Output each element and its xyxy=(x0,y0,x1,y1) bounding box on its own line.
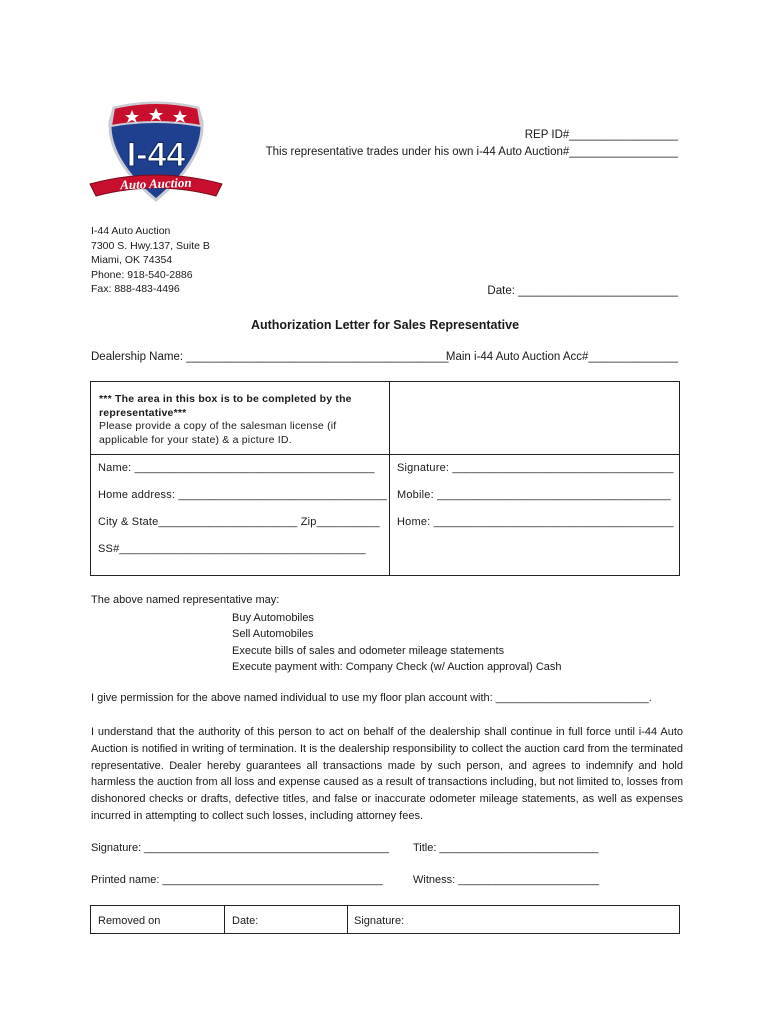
permission-item: Execute bills of sales and odometer mileage statements xyxy=(232,644,505,657)
removed-signature-field[interactable]: Signature: xyxy=(354,915,405,927)
witness-field[interactable]: Witness: _______________________ xyxy=(413,874,599,886)
company-name: I-44 Auto Auction xyxy=(91,225,171,237)
removed-on-label: Removed on xyxy=(98,915,161,927)
rep-home-address-field[interactable]: Home address: _________________________________ xyxy=(98,489,387,501)
removed-table xyxy=(90,905,680,934)
rep-name-field[interactable]: Name: ______________________________________ xyxy=(98,462,375,474)
dealer-title-field[interactable]: Title: __________________________ xyxy=(413,842,599,854)
account-number-field[interactable]: Main i-44 Auto Auction Acc#______________ xyxy=(445,351,678,363)
date-field[interactable]: Date: _________________________ xyxy=(487,285,678,297)
document-title: Authorization Letter for Sales Representative xyxy=(250,318,520,332)
permission-item: Sell Automobiles xyxy=(232,628,314,641)
rep-id-block xyxy=(266,127,678,161)
dealer-signature-field[interactable]: Signature: ________________________________________ xyxy=(91,842,389,854)
rep-id-field[interactable]: REP ID#_________________ xyxy=(524,129,678,141)
terms-paragraph: I understand that the authority of this person to act on behalf of the dealership shall continue in full force until i-44 Auto Auction is notified in writing of termination. It is the dealership responsibility to collect the auction card from the terminated representative. Dealer hereby guarantees all transactions made by such person, and agrees to indemnify and hold harmless the auction from all loss and expense caused as a result of transactions including, but not limited to, losses from dishonored checks or drafts, defective titles, and false or inaccurate odometer mileage statements, as well as expenses incurred in attempting to collect such losses, including attorney fees. xyxy=(91,726,683,822)
logo-subtext: Auto Auction xyxy=(119,174,192,193)
dealership-name-field[interactable]: Dealership Name: _________________________________________ xyxy=(91,351,449,363)
rep-ss-field[interactable]: SS#_______________________________________ xyxy=(98,543,366,555)
permission-item: Buy Automobiles xyxy=(232,612,314,624)
rep-home-phone-field[interactable]: Home: ______________________________________ xyxy=(397,516,674,528)
printed-name-field[interactable]: Printed name: ____________________________________ xyxy=(91,874,383,886)
representative-box xyxy=(90,381,680,576)
permissions-intro: The above named representative may: xyxy=(91,594,280,606)
rep-signature-field[interactable]: Signature: ___________________________________ xyxy=(397,462,674,474)
permission-item: Execute payment with: Company Check (w/ Auction approval) Cash xyxy=(232,660,562,673)
floor-plan-permission-field[interactable]: I give permission for the above named individual to use my floor plan account with: _________________________. xyxy=(91,692,652,704)
company-address xyxy=(91,224,210,297)
trades-own-field[interactable]: This representative trades under his own i-44 Auto Auction#_________________ xyxy=(265,146,678,158)
rep-city-state-zip-field[interactable]: City & State______________________ Zip__________ xyxy=(98,516,380,528)
rep-mobile-field[interactable]: Mobile: _____________________________________ xyxy=(397,489,671,501)
company-fax: Fax: 888-483-4496 xyxy=(91,283,180,295)
company-city: Miami, OK 74354 xyxy=(91,254,173,266)
representative-notice: *** The area in this box is to be completed by the representative*** Please provide a copy of the salesman license (if applicable for your state) & a picture ID. xyxy=(99,393,352,446)
permissions-list xyxy=(232,610,562,675)
company-phone: Phone: 918-540-2886 xyxy=(91,268,193,281)
logo-text: I-44 xyxy=(126,136,186,174)
i44-auto-auction-logo xyxy=(86,100,226,210)
removed-date-field[interactable]: Date: xyxy=(232,915,259,927)
company-street: 7300 S. Hwy.137, Suite B xyxy=(91,239,210,252)
